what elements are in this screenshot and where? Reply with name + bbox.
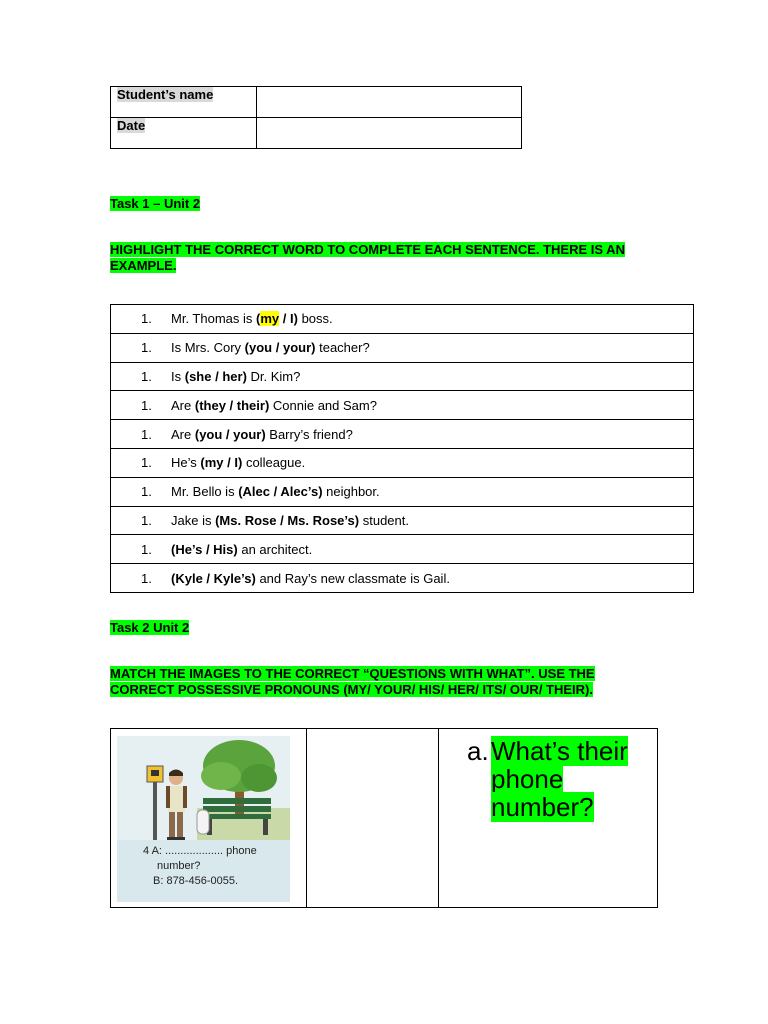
choice-close-paren: ) bbox=[251, 570, 256, 586]
choice-close-paren: ) bbox=[318, 484, 323, 500]
word-choice bbox=[185, 369, 247, 384]
date-label-cell bbox=[111, 118, 257, 149]
choice-close-paren: ) bbox=[311, 340, 316, 356]
word-option-2[interactable]: their bbox=[236, 397, 265, 413]
sentence-text-after: colleague. bbox=[242, 455, 306, 471]
choice-separator: / bbox=[202, 541, 214, 557]
caption-line-3: B: 878-456-0055. bbox=[153, 875, 239, 887]
choice-open-paren: ( bbox=[171, 570, 176, 586]
sentence-number: 1. bbox=[141, 340, 152, 356]
choice-separator: / bbox=[202, 570, 214, 586]
word-option-2[interactable]: I bbox=[290, 311, 294, 327]
match-answer-cell[interactable] bbox=[307, 729, 439, 908]
phone-number-picture bbox=[117, 736, 290, 902]
sentence-text-after: boss. bbox=[297, 311, 333, 327]
question-a bbox=[439, 729, 657, 821]
word-choice bbox=[256, 311, 298, 326]
word-choice bbox=[200, 455, 242, 470]
choice-separator: / bbox=[279, 311, 290, 327]
word-option-2[interactable]: her bbox=[222, 368, 243, 384]
sentence-text-after: teacher? bbox=[315, 340, 370, 356]
sentence-row bbox=[111, 506, 694, 535]
sentence-number: 1. bbox=[141, 397, 152, 413]
word-choice bbox=[215, 513, 359, 528]
sentence-row bbox=[111, 391, 694, 420]
word-option-2[interactable]: Alec’s bbox=[280, 484, 319, 500]
word-option-1[interactable]: Ms. Rose bbox=[219, 512, 277, 528]
sentence-number: 1. bbox=[141, 541, 152, 557]
sentence-text-before: He’s bbox=[171, 455, 201, 471]
student-info-table bbox=[110, 86, 522, 149]
caption-line-2: number? bbox=[157, 860, 201, 872]
student-name-field[interactable] bbox=[257, 87, 522, 118]
sentence-number: 1. bbox=[141, 426, 152, 442]
sentence-text-after: student. bbox=[359, 512, 409, 528]
word-option-1[interactable]: she bbox=[189, 368, 212, 384]
word-option-1[interactable]: my bbox=[204, 455, 224, 471]
sentence-text-after: and Ray’s new classmate is Gail. bbox=[255, 570, 450, 586]
choice-separator: / bbox=[222, 426, 234, 442]
date-field[interactable] bbox=[257, 118, 522, 149]
word-option-2[interactable]: Ms. Rose’s bbox=[287, 512, 355, 528]
sentence-text-before: Jake is bbox=[171, 512, 216, 528]
sentence-cell bbox=[111, 333, 694, 362]
question-a-letter: a. bbox=[467, 736, 489, 766]
sentence-number: 1. bbox=[141, 484, 152, 500]
sentence-number: 1. bbox=[141, 512, 152, 528]
word-option-2[interactable]: your bbox=[233, 426, 262, 442]
sentence-number: 1. bbox=[141, 570, 152, 586]
word-choice bbox=[171, 542, 238, 557]
task1-instruction bbox=[110, 242, 655, 274]
sentence-cell bbox=[111, 391, 694, 420]
sentence-row bbox=[111, 420, 694, 449]
question-a-text: What’s their phone number? bbox=[491, 736, 628, 822]
sentence-text-before: Are bbox=[171, 426, 195, 442]
sentence-row bbox=[111, 333, 694, 362]
sentence-row bbox=[111, 448, 694, 477]
task2-title bbox=[110, 620, 189, 635]
word-choice bbox=[195, 398, 269, 413]
choice-open-paren: ( bbox=[238, 484, 243, 500]
word-option-1[interactable]: He’s bbox=[175, 541, 203, 557]
choice-close-paren: ) bbox=[354, 512, 360, 528]
choice-open-paren: ( bbox=[256, 311, 261, 327]
sentence-row bbox=[111, 564, 694, 593]
task2-instruction-text: MATCH THE IMAGES TO THE CORRECT “QUESTIONS WITH WHAT”. USE THE CORRECT POSSESSIVE PRONOUNS (MY/ YOUR/ HIS/ HER/ ITS/ OUR/ THEIR). bbox=[110, 666, 595, 697]
choice-open-paren: ( bbox=[244, 340, 250, 356]
word-option-2[interactable]: I bbox=[234, 455, 238, 471]
sentence-text-before: Mr. Bello is bbox=[171, 484, 239, 500]
word-option-2[interactable]: Kyle’s bbox=[213, 570, 252, 586]
sentence-text-after: Barry’s friend? bbox=[265, 426, 353, 442]
sentence-row bbox=[111, 305, 694, 334]
sentence-cell bbox=[111, 506, 694, 535]
task1-title bbox=[110, 196, 200, 211]
matching-table bbox=[110, 728, 658, 908]
student-name-label-cell bbox=[111, 87, 257, 118]
sentence-text-after: Connie and Sam? bbox=[269, 397, 377, 413]
sentence-text-after: Dr. Kim? bbox=[246, 368, 301, 384]
choice-open-paren: ( bbox=[215, 512, 220, 528]
date-label: Date bbox=[117, 118, 146, 133]
choice-open-paren: ( bbox=[200, 455, 205, 471]
sentence-cell bbox=[111, 305, 694, 334]
choice-close-paren: ) bbox=[293, 311, 298, 327]
word-choice bbox=[245, 340, 316, 355]
sentence-cell bbox=[111, 477, 694, 506]
sentence-row bbox=[111, 477, 694, 506]
task2-instruction bbox=[110, 666, 655, 698]
word-option-2[interactable]: your bbox=[282, 340, 312, 356]
choice-separator: / bbox=[276, 512, 288, 528]
sentence-table bbox=[110, 304, 694, 593]
picture-cell bbox=[111, 729, 307, 908]
choice-separator: / bbox=[272, 340, 283, 356]
choice-open-paren: ( bbox=[194, 426, 200, 442]
word-option-1[interactable]: they bbox=[199, 397, 226, 413]
task2-title-text: Task 2 Unit 2 bbox=[110, 620, 190, 635]
sentence-text-before: Mr. Thomas is bbox=[171, 311, 257, 327]
sentence-cell bbox=[111, 535, 694, 564]
choice-open-paren: ( bbox=[184, 368, 190, 384]
sentence-cell bbox=[111, 448, 694, 477]
picture-caption bbox=[143, 844, 257, 889]
choice-close-paren: ) bbox=[242, 368, 247, 384]
word-option-1[interactable]: you bbox=[199, 426, 223, 442]
sentence-cell bbox=[111, 420, 694, 449]
word-option-2[interactable]: His bbox=[213, 541, 234, 557]
task1-instruction-text: HIGHLIGHT THE CORRECT WORD TO COMPLETE EACH SENTENCE. THERE IS AN EXAMPLE. bbox=[110, 242, 625, 273]
choice-open-paren: ( bbox=[194, 397, 200, 413]
caption-line-1: 4 A: ................... phone bbox=[143, 845, 257, 857]
word-option-1[interactable]: Kyle bbox=[175, 570, 203, 586]
word-option-1[interactable]: my bbox=[260, 311, 280, 327]
word-choice bbox=[171, 571, 256, 586]
choice-close-paren: ) bbox=[238, 455, 243, 471]
sentence-number: 1. bbox=[141, 455, 152, 471]
choice-separator: / bbox=[211, 368, 223, 384]
sentence-text-after: neighbor. bbox=[322, 484, 380, 500]
choice-close-paren: ) bbox=[233, 541, 238, 557]
sentence-row bbox=[111, 535, 694, 564]
choice-close-paren: ) bbox=[261, 426, 266, 442]
choice-open-paren: ( bbox=[171, 541, 176, 557]
word-option-1[interactable]: you bbox=[249, 340, 273, 356]
sentence-cell bbox=[111, 564, 694, 593]
choice-separator: / bbox=[225, 397, 237, 413]
sentence-text-before: Is Mrs. Cory bbox=[171, 340, 245, 356]
sentence-text-before: Are bbox=[171, 397, 195, 413]
question-cell bbox=[439, 729, 658, 908]
sentence-cell bbox=[111, 362, 694, 391]
student-name-label: Student’s name bbox=[117, 87, 214, 102]
sentence-text-after: an architect. bbox=[237, 541, 313, 557]
choice-separator: / bbox=[270, 484, 281, 500]
sentence-text-before: Is bbox=[171, 368, 185, 384]
task1-title-text: Task 1 – Unit 2 bbox=[110, 196, 201, 211]
word-choice bbox=[195, 427, 266, 442]
word-option-1[interactable]: Alec bbox=[242, 484, 270, 500]
sentence-number: 1. bbox=[141, 368, 152, 384]
sentence-row bbox=[111, 362, 694, 391]
word-choice bbox=[238, 484, 322, 499]
choice-close-paren: ) bbox=[264, 397, 270, 413]
choice-separator: / bbox=[223, 455, 235, 471]
sentence-number: 1. bbox=[141, 311, 152, 327]
